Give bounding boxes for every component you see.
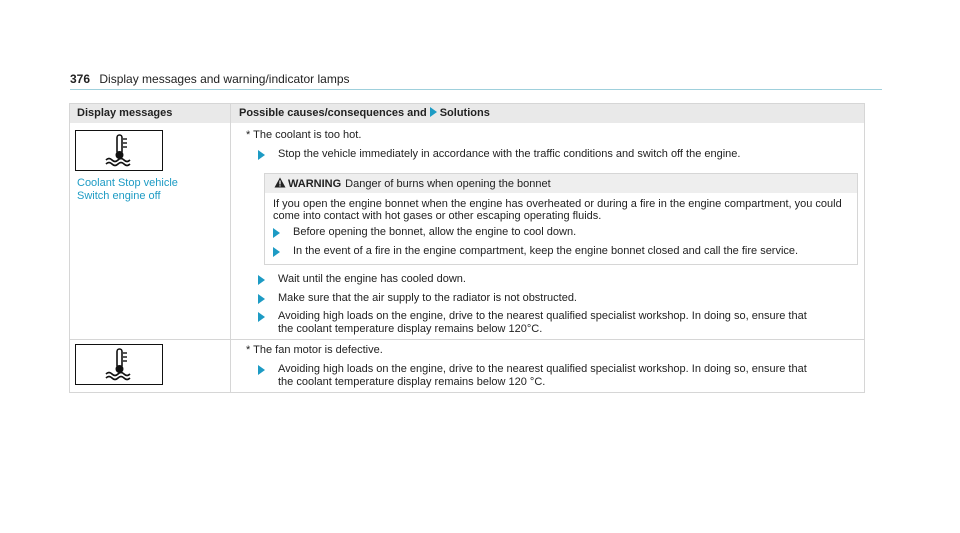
bullet-arrow-icon xyxy=(273,247,280,257)
column-divider xyxy=(230,104,231,392)
warning-box: WARNING Danger of burns when opening the bonnet If you open the engine bonnet when the engine has overheated or during a fire in the engine compartment, you could come into contact with hot gases or other escaping operating fluids. Before opening the bonnet, allow the engine to cool down. In the event of a fire in the engine compartment, keep the engine bonnet closed and call the fire service. xyxy=(264,173,858,265)
coolant-temperature-icon xyxy=(75,344,163,385)
display-messages-table: Display messages Possible causes/consequences and Solutions Coolant Stop vehicle Switch engine off * The coolant is too hot. Stop the vehicle immediately in accordance with the traffic conditions and switch off the engine. WARNING Danger of burns when opening the bonnet If you open the engine bonnet when the engine has overheated or during a fire in the engine compartment, you could come into contact with hot gases or other escaping operating fluids. Before opening the bonnet, allow the engine to cool down. In the event of a fire in the engine compartment, keep the engine bonnet closed and call the fire service. Wait until the engine has cooled down. Make sure that the air supply to the radiator is not obstructed. Avoiding high loads on the engine, drive to the nearest qualified specialist workshop. In doing so, ensure that the coolant temperature display remains below 120°C. * The fan motor is defective. Avoiding high loads on the engine, drive to the nearest qualified specialist workshop. In doing so, ensure that the coolant temperature display remains below 120 °C. xyxy=(69,103,865,393)
warning-header xyxy=(265,174,857,193)
bullet-arrow-icon xyxy=(258,294,265,304)
warning-text: If you open the engine bonnet when the engine has overheated or during a fire in the engine compartment, you could come into contact with hot gases or other escaping operating fluids. xyxy=(273,198,842,222)
cause-fan-defective: * The fan motor is defective. xyxy=(246,344,383,356)
column-header-causes-solutions: Possible causes/consequences and Solutions xyxy=(239,107,490,119)
column-header-display-messages: Display messages xyxy=(77,107,173,119)
bullet-arrow-icon xyxy=(258,150,265,160)
bullet-arrow-icon xyxy=(258,365,265,375)
bullet-arrow-icon xyxy=(258,275,265,285)
page-title: Display messages and warning/indicator lamps xyxy=(99,72,350,86)
row-divider xyxy=(70,339,864,340)
coolant-temperature-icon xyxy=(75,130,163,171)
table-header xyxy=(70,104,864,123)
bullet-arrow-icon xyxy=(258,312,265,322)
header-rule xyxy=(70,89,882,90)
page-header xyxy=(70,72,350,86)
warning-title: WARNING Danger of burns when opening the bonnet xyxy=(288,178,551,190)
page-number: 376 xyxy=(70,72,91,86)
warning-triangle-icon xyxy=(274,177,286,188)
coolant-message-label: Coolant Stop vehicle Switch engine off xyxy=(77,177,178,202)
cause-coolant-hot: * The coolant is too hot. xyxy=(246,129,362,141)
bullet-arrow-icon xyxy=(273,228,280,238)
solutions-arrow-icon xyxy=(430,107,437,117)
